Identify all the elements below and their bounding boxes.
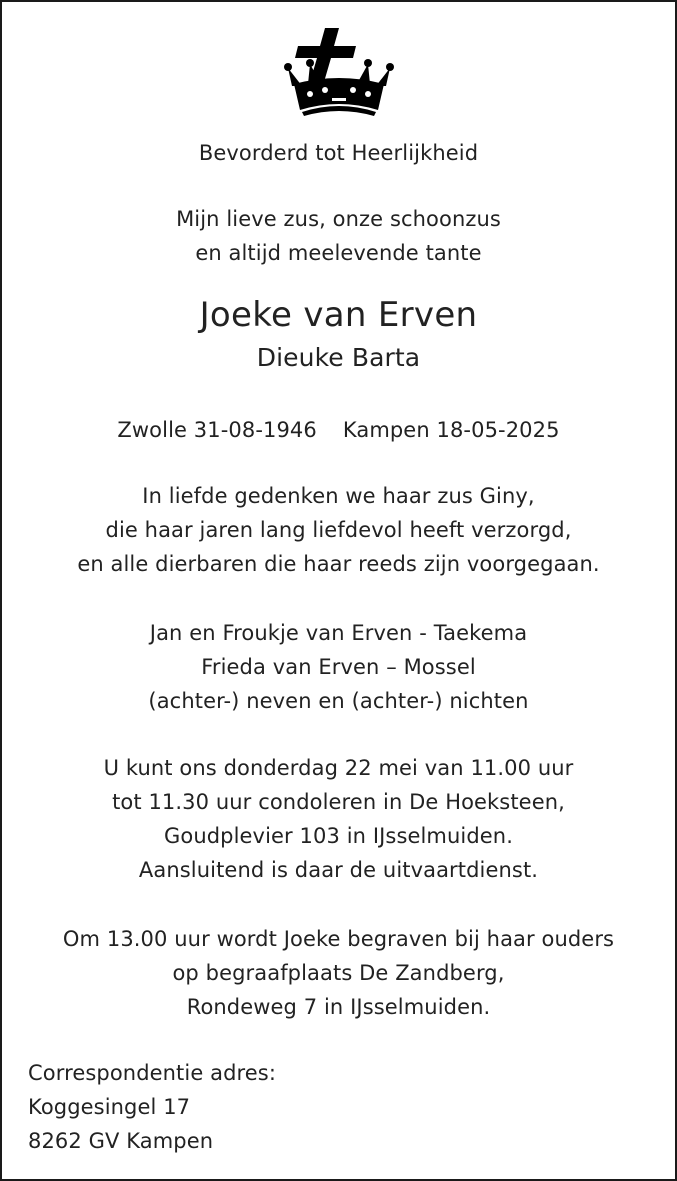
- remembrance-line: In liefde gedenken we haar zus Giny,: [142, 484, 535, 508]
- family-line: Jan en Froukje van Erven - Taekema: [149, 621, 528, 645]
- correspondence-label: Correspondentie adres:: [28, 1061, 277, 1085]
- condolence-line: Goudplevier 103 in IJsselmuiden.: [164, 824, 513, 848]
- family-line: (achter-) neven en (achter-) nichten: [148, 689, 529, 713]
- burial-line: Rondeweg 7 in IJsselmuiden.: [186, 995, 491, 1019]
- cross-crown-icon: [280, 24, 398, 120]
- burial-line: Om 13.00 uur wordt Joeke begraven bij haar ouders: [62, 927, 615, 951]
- death-date: Kampen 18-05-2025: [342, 418, 560, 442]
- condolence-line: U kunt ons donderdag 22 mei van 11.00 uur: [103, 756, 574, 780]
- deceased-name: Joeke van Erven: [199, 295, 478, 335]
- birth-date: Zwolle 31-08-1946: [117, 418, 317, 442]
- remembrance-line: die haar jaren lang liefdevol heeft verzorgd,: [105, 518, 572, 542]
- condolence-line: Aansluitend is daar de uitvaartdienst.: [138, 858, 539, 882]
- condolence-line: tot 11.30 uur condoleren in De Hoeksteen,: [112, 790, 565, 814]
- intro-line: en altijd meelevende tante: [195, 241, 482, 265]
- heading: Bevorderd tot Heerlijkheid: [198, 141, 479, 165]
- burial-line: op begraafplaats De Zandberg,: [172, 961, 505, 985]
- correspondence-street: Koggesingel 17: [28, 1095, 191, 1119]
- life-dates: [2, 417, 675, 443]
- correspondence-city: 8262 GV Kampen: [28, 1129, 214, 1153]
- family-line: Frieda van Erven – Mossel: [201, 655, 476, 679]
- deceased-nickname: Dieuke Barta: [256, 343, 421, 372]
- remembrance-line: en alle dierbaren die haar reeds zijn voorgegaan.: [77, 552, 600, 576]
- intro-line: Mijn lieve zus, onze schoonzus: [176, 207, 501, 231]
